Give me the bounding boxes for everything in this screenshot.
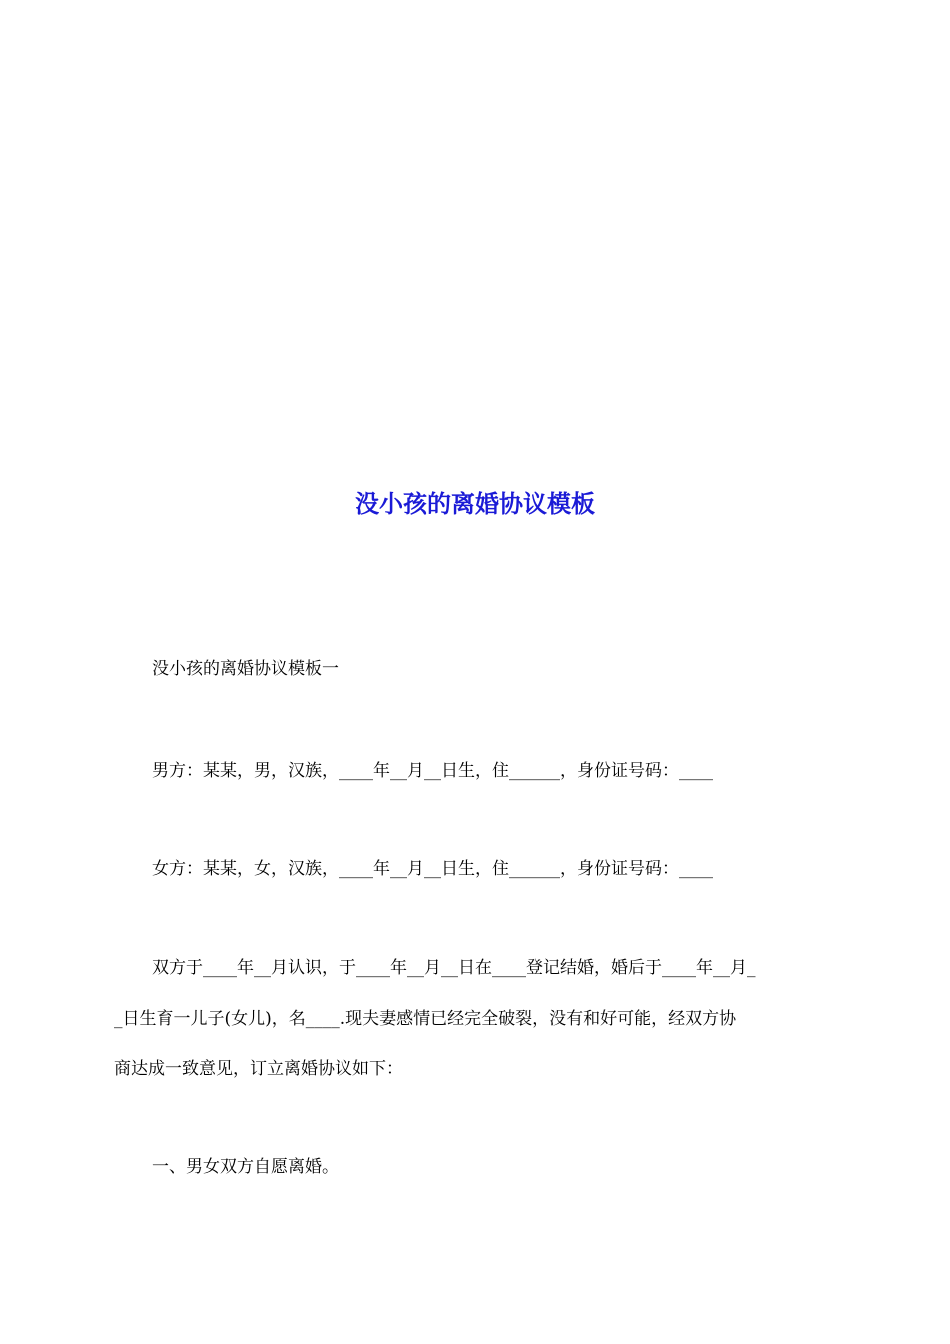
- clause-1: 一、男女双方自愿离婚。: [152, 1157, 339, 1177]
- marriage-history-line-1: 双方于____年__月认识，于____年__月__日在____登记结婚，婚后于____年__月_: [152, 958, 756, 978]
- female-party-info: 女方：某某，女，汉族，____年__月__日生，住______，身份证号码：____: [152, 859, 713, 879]
- marriage-history-line-3: 商达成一致意见，订立离婚协议如下：: [114, 1059, 403, 1079]
- male-party-info: 男方：某某，男，汉族，____年__月__日生，住______，身份证号码：____: [152, 761, 713, 781]
- agreement-subtitle: 没小孩的离婚协议模板一: [152, 659, 339, 679]
- document-title: 没小孩的离婚协议模板: [355, 489, 595, 518]
- marriage-history-line-2: _日生育一儿子(女儿)，名____.现夫妻感情已经完全破裂，没有和好可能，经双方协: [114, 1009, 737, 1029]
